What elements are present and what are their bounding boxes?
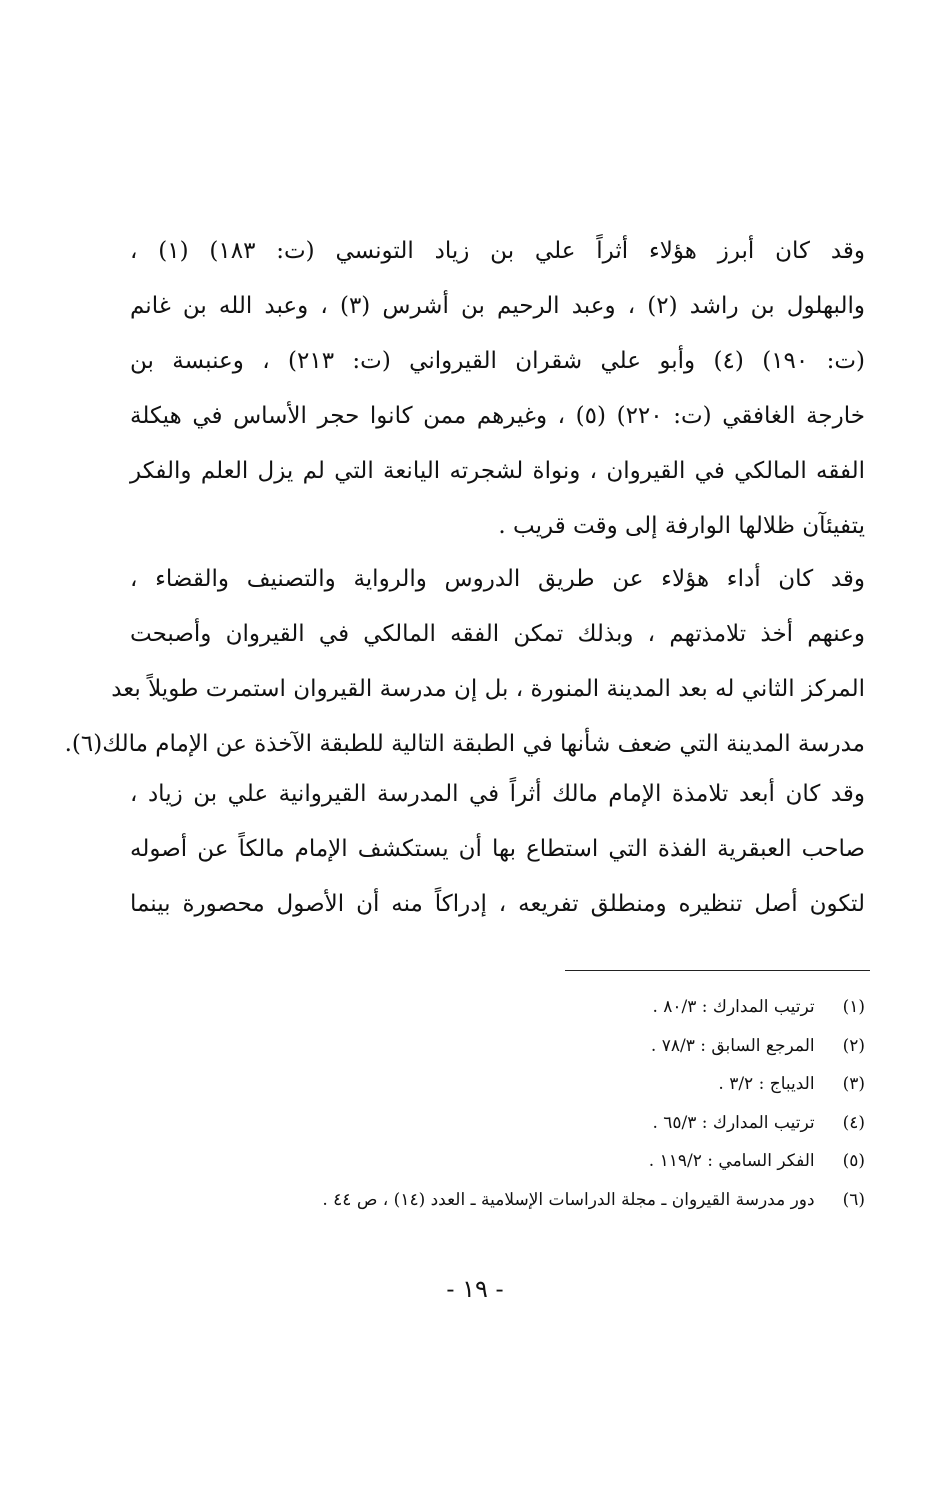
text-line: الفقه المالكي في القيروان ، ونواة لشجرته اليانعة التي لم يزل العلم والفكر (130, 458, 865, 484)
text-line: صاحب العبقرية الفذة التي استطاع بها أن يستكشف الإمام مالكاً عن أصوله (130, 836, 865, 862)
text-line: وعنهم أخذ تلامذتهم ، وبذلك تمكن الفقه المالكي في القيروان وأصبحت (130, 621, 865, 647)
paragraph-2 (64, 552, 865, 772)
footnote-text: المرجع السابق : ٧٨/٣ . (650, 1035, 815, 1056)
text-line: والبهلول بن راشد (٢) ، وعبد الرحيم بن أشرس (٣) ، وعبد الله بن غانم (130, 293, 865, 319)
footnote-item (200, 1142, 865, 1181)
text-line: (ت: ١٩٠) (٤) وأبو علي شقران القيرواني (ت: ٢١٣) ، وعنبسة بن (130, 348, 866, 374)
page-number: - ١٩ - (446, 1275, 504, 1303)
text-line: خارجة الغافقي (ت: ٢٢٠) (٥) ، وغيرهم ممن كانوا حجر الأساس في هيكلة (130, 403, 865, 429)
footnote-text: الفكر السامي : ١١٩/٢ . (648, 1151, 815, 1171)
footnotes (200, 988, 865, 1219)
footnote-text: ترتيب المدارك : ٨٠/٣ . (652, 997, 815, 1017)
footnote-item (200, 1181, 865, 1220)
footnote-item (200, 988, 865, 1027)
text-line: يتفيئآن ظلالها الوارفة إلى وقت قريب . (498, 513, 865, 539)
text-line: مدرسة المدينة التي ضعف شأنها في الطبقة التالية للطبقة الآخذة عن الإمام مالك(٦). (64, 731, 865, 757)
paragraph-3 (130, 767, 865, 932)
footnote-text: ترتيب المدارك : ٦٥/٣ . (652, 1112, 815, 1133)
text-line: وقد كان أبرز هؤلاء أثراً علي بن زياد التونسي (ت: ١٨٣) (١) ، (130, 238, 865, 264)
footnote-number: (٤) (842, 1112, 865, 1133)
paragraph-1 (130, 224, 865, 554)
footnote-number: (٦) (842, 1189, 865, 1210)
footnote-item (200, 1065, 865, 1104)
footnote-divider (565, 970, 870, 971)
footnote-text: الديباج : ٣/٢ . (718, 1074, 815, 1094)
footnote-item (200, 1027, 865, 1066)
footnote-number: (١) (842, 997, 865, 1017)
text-line: وقد كان أبعد تلامذة الإمام مالك أثراً في المدرسة القيروانية علي بن زياد ، (130, 781, 865, 807)
footnote-item (200, 1104, 865, 1143)
text-line: لتكون أصل تنظيره ومنطلق تفريعه ، إدراكاً منه أن الأصول محصورة بينما (130, 891, 865, 917)
text-line: المركز الثاني له بعد المدينة المنورة ، بل إن مدرسة القيروان استمرت طويلاً بعد (111, 676, 865, 702)
footnote-number: (٢) (842, 1035, 865, 1056)
footnote-text: دور مدرسة القيروان ـ مجلة الدراسات الإسلامية ـ العدد (١٤) ، ص ٤٤ . (322, 1189, 815, 1210)
footnote-number: (٥) (842, 1151, 865, 1171)
text-line: وقد كان أداء هؤلاء عن طريق الدروس والرواية والتصنيف والقضاء ، (130, 566, 865, 592)
footnote-number: (٣) (842, 1074, 865, 1094)
